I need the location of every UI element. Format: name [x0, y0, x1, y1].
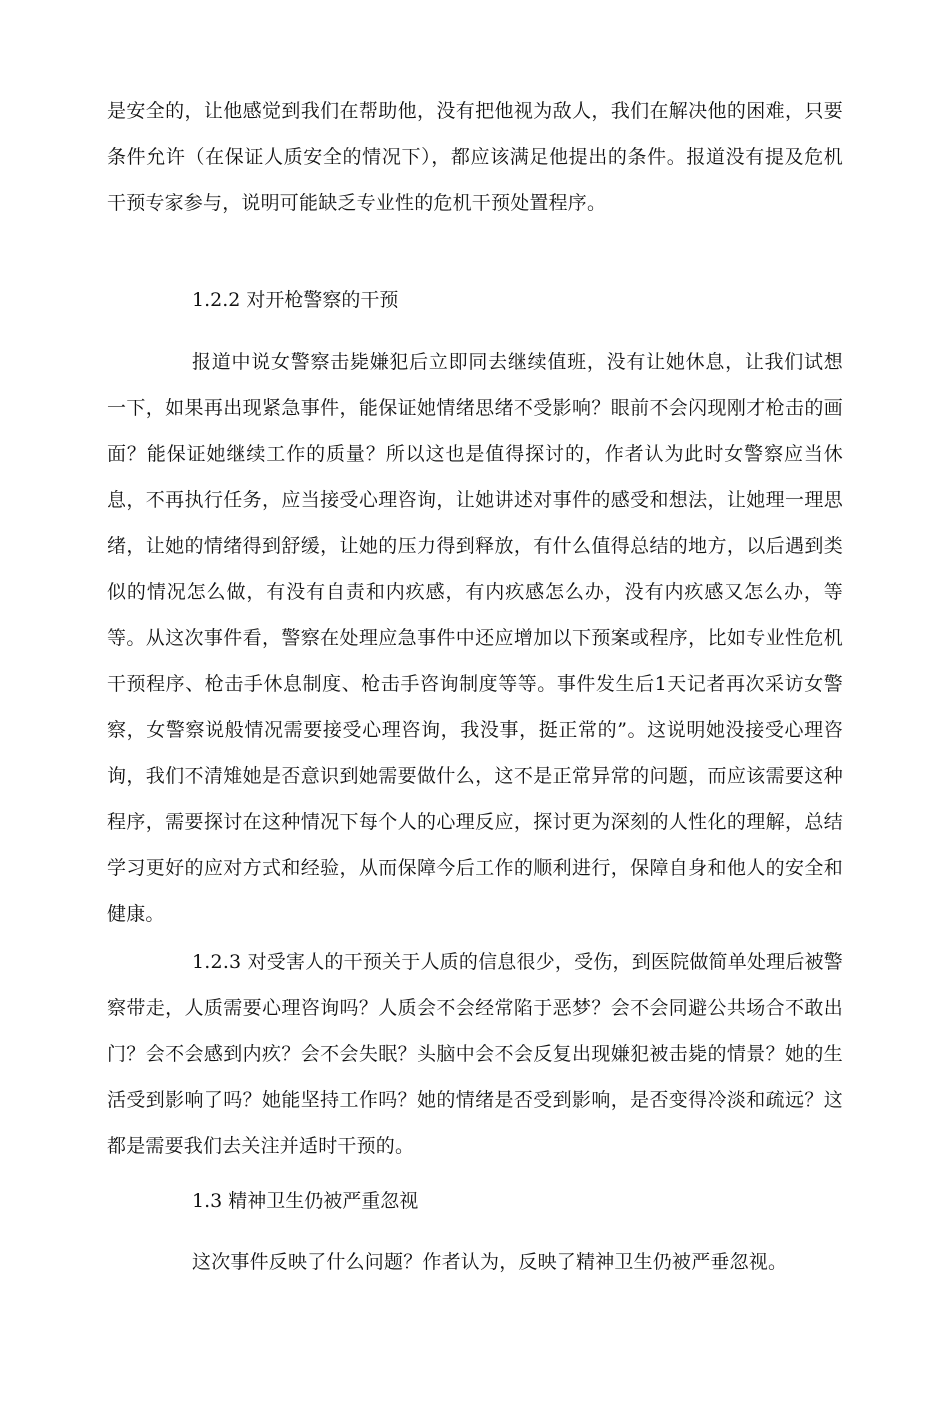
paragraph-victim-intervention: 1.2.3 对受害人的干预关于人质的信息很少，受伤，到医院做简单处理后被警察带走，人质需要心理咨询吗？人质会不会经常陷于恶梦？会不会同避公共场合不敢出门？会不会感到内疚？会不会失眠？头脑中会不会反复出现嫌犯被击毙的情景？她的生活受到影响了吗？她能坚持工作吗？她的情绪是否受到影响，是否变得冷淡和疏远？这都是需要我们去关注并适时干预的。: [107, 951, 843, 1157]
paragraph-continuation: 是安全的，让他感觉到我们在帮助他，没有把他视为敌人，我们在解决他的困难，只要条件允许（在保证人质安全的情况下），都应该满足他提出的条件。报道没有提及危机干预专家参与，说明可能缺乏专业性的危机干预处置程序。: [107, 100, 843, 214]
paragraph-police-intervention: 报道中说女警察击毙嫌犯后立即同去继续值班，没有让她休息，让我们试想一下，如果再出现紧急事件，能保证她情绪思绪不受影响？眼前不会闪现刚才枪击的画面？能保证她继续工作的质量？所以这也是值得探讨的，作者认为此时女警察应当休息，不再执行任务，应当接受心理咨询，让她讲述对事件的感受和想法，让她理一理思绪，让她的情绪得到舒缓，让她的压力得到释放，有什么值得总结的地方，以后遇到类似的情况怎么做，有没有自责和内疚感，有内疚感怎么办，没有内疚感又怎么办，等等。从这次事件看，警察在处理应急事件中还应增加以下预案或程序，比如专业性危机干预程序、枪击手休息制度、枪击手咨询制度等等。事件发生后1天记者再次采访女警察，女警察说般情况需要接受心理咨询，我没事，挺正常的”。这说明她没接受心理咨询，我们不清雉她是否意识到她需要做什么，这不是正常异常的问题，而应该需要这种程序，需要探讨在这种情况下每个人的心理反应，探讨更为深刻的人性化的理解，总结学习更好的应对方式和经验，从而保障今后工作的顺利进行，保障自身和他人的安全和健康。: [107, 351, 843, 925]
section-heading-1-2-2: 1.2.2 对开枪警察的干预: [192, 289, 399, 311]
paragraph-mental-health: 这次事件反映了什么问题？作者认为，反映了精神卫生仍被严垂忽视。: [192, 1251, 788, 1273]
section-heading-1-3: 1.3 精神卫生仍被严重忽视: [192, 1190, 419, 1212]
